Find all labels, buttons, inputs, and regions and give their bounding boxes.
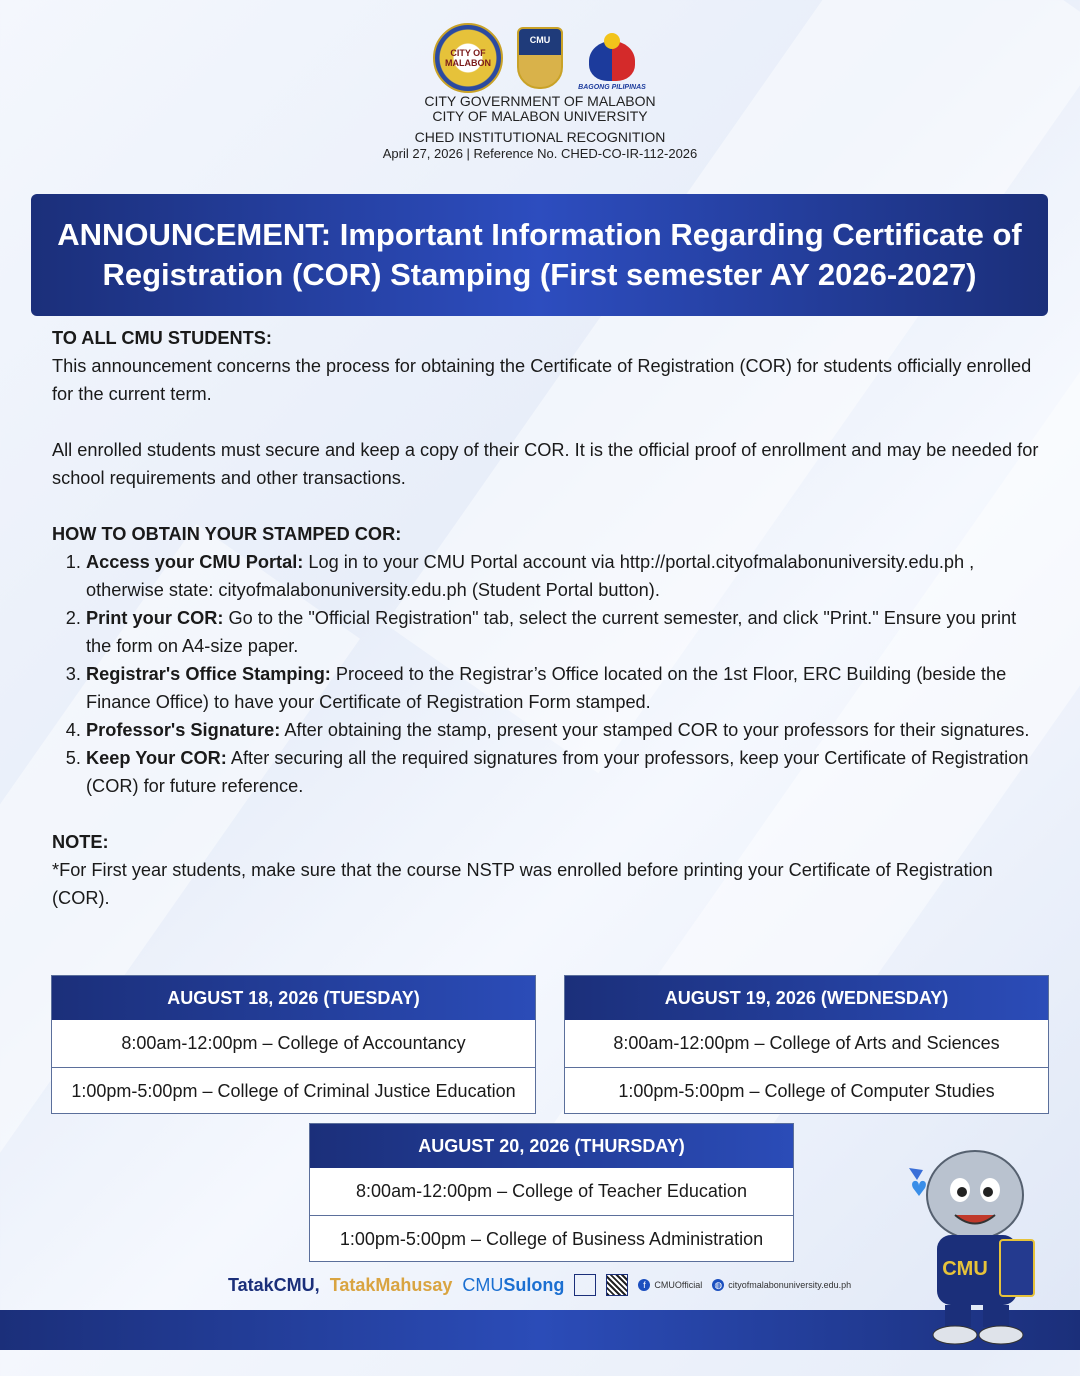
step-title: Access your CMU Portal: [86,552,304,572]
header-line-3: CHED INSTITUTIONAL RECOGNITION [414,129,666,145]
greeting: TO ALL CMU STUDENTS: [52,328,272,348]
tag-tatakcmu: TatakCMU, [228,1274,320,1295]
qr-code-icon [606,1274,628,1296]
step-item [86,744,1042,800]
cmu-mascot-illustration [905,1140,1055,1345]
globe-icon: ◍ [712,1279,724,1291]
announcement-body [52,324,1042,912]
step-text: Proceed to the Registrar’s Office located on the 1st Floor, ERC Building (beside the Finance Office) to have your Certificate of Registration Form stamped. [86,664,1007,712]
step-text: After obtaining the stamp, present your stamped COR to your professors for their signatures. [280,720,1030,740]
facebook-icon: f [638,1279,650,1291]
header-line-1: CITY GOVERNMENT OF MALABON [424,93,656,109]
website-link[interactable] [712,1279,851,1291]
schedule-slot: 8:00am-12:00pm – College of Arts and Sciences [613,1033,1000,1053]
header-date-reference: April 27, 2026 | Reference No. CHED-CO-IR-112-2026 [382,146,698,161]
schedule-card-aug-19 [564,975,1049,1114]
step-text: Go to the "Official Registration" tab, select the current semester, and click "Print." Ensure you print the form on A4-size paper. [86,608,1017,656]
bagong-pilipinas-mark [589,41,635,81]
announcement-title: ANNOUNCEMENT: Important Information Regarding Certificate of Registration (COR) Stamping (First semester AY 2026-2027) [57,217,1022,292]
step-title: Registrar's Office Stamping: [86,664,331,684]
spacer [52,492,1042,520]
certification-icon [574,1274,596,1296]
mascot-jersey-text: CMU [942,1258,988,1280]
step-text: After securing all the required signatures from your professors, keep your Certificate of Registration (COR) for future reference. [86,748,1029,796]
schedule-date-header: AUGUST 18, 2026 (TUESDAY) [52,976,535,1020]
step-item [86,716,1042,744]
schedule-date-header: AUGUST 20, 2026 (THURSDAY) [310,1124,793,1168]
spacer [52,408,1042,436]
step-item [86,604,1042,660]
how-to-heading: HOW TO OBTAIN YOUR STAMPED COR: [52,524,402,544]
step-item [86,548,1042,604]
cmu-sulong-b: Sulong [503,1274,565,1295]
website-url: cityofmalabonuniversity.edu.ph [728,1280,852,1290]
announcement-banner [31,194,1048,316]
schedule-slot: 8:00am-12:00pm – College of Teacher Education [356,1181,747,1201]
spacer [52,800,1042,828]
schedule-card-aug-18 [51,975,536,1114]
schedule-slot: 8:00am-12:00pm – College of Accountancy [121,1033,466,1053]
cmu-shield-logo: CMU [517,27,563,89]
logo-row [0,22,1080,94]
city-of-malabon-seal: CITY OF MALABON [433,23,503,93]
facebook-handle: CMUOfficial [654,1280,703,1290]
paragraph-2: All enrolled students must secure and keep a copy of their COR. It is the official proof of enrollment and may be needed for school requirements and other transactions. [52,440,1039,488]
schedule-date-header: AUGUST 19, 2026 (WEDNESDAY) [565,976,1048,1020]
schedule-slot: 1:00pm-5:00pm – College of Computer Studies [565,1067,1048,1115]
bagong-pilipinas-logo [577,25,647,91]
step-text: Log in to your CMU Portal account via http://portal.cityofmalabonuniversity.edu.ph , otherwise state: cityofmalabonuniversity.edu.ph (Student Portal button). [86,552,975,600]
facebook-link[interactable] [638,1279,702,1291]
cmu-sulong-logo [462,1275,564,1296]
letterhead [0,22,1080,162]
step-title: Professor's Signature: [86,720,281,740]
step-item [86,660,1042,716]
step-title: Keep Your COR: [86,748,227,768]
schedule-card-aug-20 [309,1123,794,1262]
tag-tatakmahusay: TatakMahusay [329,1274,453,1295]
header-line-2: CITY OF MALABON UNIVERSITY [432,108,648,124]
note-text: *For First year students, make sure that the course NSTP was enrolled before printing your Certificate of Registration (COR). [52,860,993,908]
cmu-sulong-a: CMU [462,1274,504,1295]
step-title: Print your COR: [86,608,224,628]
paragraph-1: This announcement concerns the process for obtaining the Certificate of Registration (COR) for students officially enrolled for the current term. [52,356,1032,404]
steps-list [52,548,1042,800]
note-heading: NOTE: [52,832,109,852]
schedule-slot: 1:00pm-5:00pm – College of Business Administration [310,1215,793,1263]
bagong-pilipinas-text: BAGONG PILIPINAS [578,84,646,91]
schedule-slot: 1:00pm-5:00pm – College of Criminal Justice Education [52,1067,535,1115]
footer-tags [228,1274,851,1296]
